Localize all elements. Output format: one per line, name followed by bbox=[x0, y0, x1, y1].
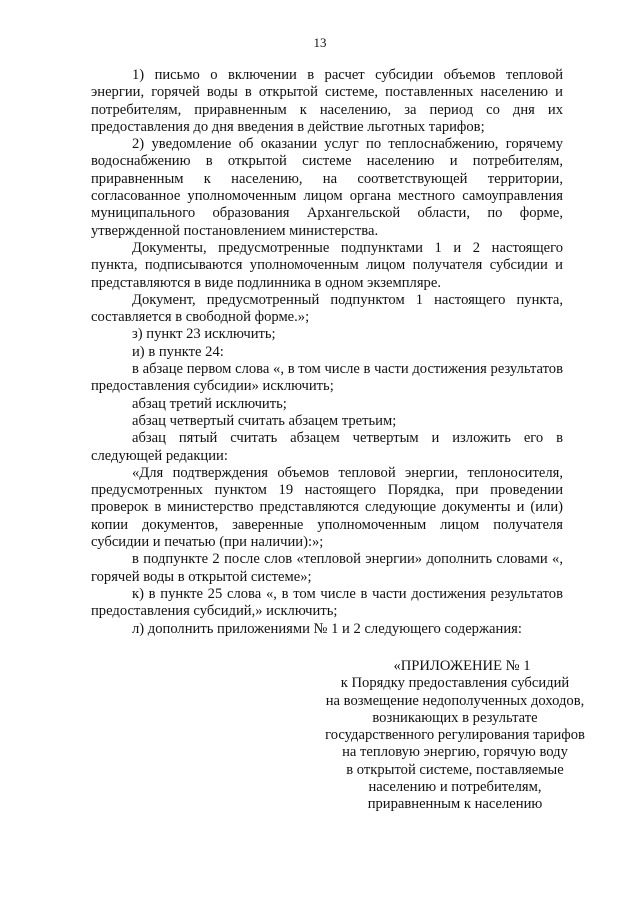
appendix-line: на тепловую энергию, горячую воду bbox=[342, 744, 568, 761]
paragraph-item-z: з) пункт 23 исключить; bbox=[132, 326, 276, 343]
appendix-line: приравненным к населению bbox=[367, 796, 543, 813]
paragraph-fifth-abzac: абзац пятый считать абзацем четвертым и изложить его в следующей редакции: bbox=[91, 430, 563, 464]
paragraph-free-form: Документ, предусмотренный подпунктом 1 настоящего пункта, составляется в свободной форме.»; bbox=[91, 291, 563, 326]
appendix-line: в открытой системе, поставляемые bbox=[346, 761, 564, 778]
paragraph-subitem-2: в подпункте 2 после слов «тепловой энергии» дополнить словами «, горячей воды в открытой системе»; bbox=[91, 551, 563, 585]
paragraph-quoted-redaction: «Для подтверждения объемов тепловой энергии, теплоносителя, предусмотренных пунктом 19 настоящего Порядка, при проведении проверок в министерство представляются следующие документы и (или) копии документов, заверенные уполномоченным лицом получателя субсидии и печатью (при наличии):»; bbox=[91, 464, 563, 551]
paragraph-item-k: к) в пункте 25 слова «, в том числе в части достижения результатов предоставления субсидий,» исключить; bbox=[91, 585, 563, 620]
paragraph-fourth-abzac: абзац четвертый считать абзацем третьим; bbox=[132, 412, 397, 429]
appendix-line: возникающих в результате bbox=[372, 709, 538, 726]
appendix-line: населению и потребителям, bbox=[368, 779, 542, 796]
paragraph-item-i: и) в пункте 24: bbox=[132, 343, 224, 360]
paragraph-item-l: л) дополнить приложениями № 1 и 2 следующего содержания: bbox=[132, 620, 522, 637]
paragraph-documents-signed: Документы, предусмотренные подпунктами 1 и 2 настоящего пункта, подписываются уполномоченным лицом получателя субсидии и представляются в виде подлинника в одном экземпляре. bbox=[91, 239, 563, 291]
document-body bbox=[91, 67, 563, 638]
appendix-line: к Порядку предоставления субсидий bbox=[340, 675, 570, 692]
paragraph-third-abzac: абзац третий исключить; bbox=[132, 395, 287, 412]
appendix-title: «ПРИЛОЖЕНИЕ № 1 bbox=[393, 658, 531, 674]
paragraph-first-abzac: в абзаце первом слова «, в том числе в части достижения результатов предоставления субсидии» исключить; bbox=[91, 361, 563, 395]
paragraph-letter-of-inclusion: 1) письмо о включении в расчет субсидии объемов тепловой энергии, горячей воды в открытой системе, поставленных населению и потребителям, приравненным к населению, за период со дня их предоставления до дня введения в действие льготных тарифов; bbox=[91, 67, 563, 135]
appendix-header bbox=[305, 658, 605, 814]
appendix-line: на возмещение недополученных доходов, bbox=[325, 692, 585, 709]
appendix-line: государственного регулирования тарифов bbox=[325, 727, 585, 744]
paragraph-service-notice: 2) уведомление об оказании услуг по теплоснабжению, горячему водоснабжению в открытой системе населению и потребителям, приравненным к населению, на соответствующей территории, согласованное уполномоченным лицом органа местного самоуправления муниципального образования Архангельской области, по форме, утвержденной постановлением министерства. bbox=[91, 136, 563, 239]
page-number: 13 bbox=[313, 35, 327, 50]
